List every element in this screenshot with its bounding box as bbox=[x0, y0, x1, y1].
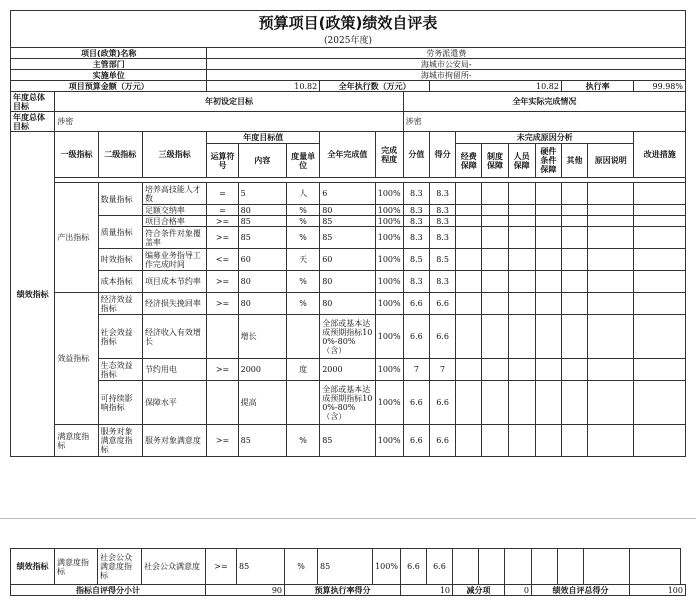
target-header: 年度目标值 bbox=[207, 132, 320, 144]
score-header: 分值 bbox=[403, 132, 429, 178]
got-cell-p2: 6.6 bbox=[427, 549, 453, 585]
reason-cell bbox=[456, 249, 482, 271]
improve-cell bbox=[634, 425, 686, 457]
content-cell: 2000 bbox=[238, 359, 286, 381]
done-cell: 85 bbox=[320, 227, 375, 249]
exec-score-value: 10 bbox=[401, 585, 453, 596]
reason-cell bbox=[535, 271, 561, 293]
score-cell: 8.3 bbox=[403, 271, 429, 293]
done-cell: 80 bbox=[320, 293, 375, 315]
reason-cell bbox=[561, 216, 587, 227]
improve-cell bbox=[630, 549, 681, 585]
reason-cell bbox=[561, 381, 587, 425]
degree-cell: 100% bbox=[375, 205, 403, 216]
reason-cell bbox=[535, 183, 561, 205]
lvl2-cell: 服务对象满意度指标 bbox=[98, 425, 142, 457]
got-cell: 8.3 bbox=[429, 271, 455, 293]
degree-header: 完成程度 bbox=[375, 132, 403, 178]
op-cell: >= bbox=[207, 425, 238, 457]
lvl1-cell: 产出指标 bbox=[55, 183, 98, 293]
improve-cell bbox=[634, 293, 686, 315]
table-row bbox=[11, 249, 686, 271]
improve-cell bbox=[634, 249, 686, 271]
reason-cell bbox=[482, 271, 508, 293]
degree-cell: 100% bbox=[375, 381, 403, 425]
got-cell: 8.3 bbox=[429, 183, 455, 205]
reason-cell bbox=[482, 315, 508, 359]
content-cell: 85 bbox=[238, 425, 286, 457]
reason-cell bbox=[561, 205, 587, 216]
reason-cell bbox=[456, 293, 482, 315]
reason-cell bbox=[508, 359, 535, 381]
score-cell: 8.3 bbox=[403, 205, 429, 216]
reason-cell bbox=[588, 315, 634, 359]
improve-cell bbox=[634, 205, 686, 216]
op-cell bbox=[207, 381, 238, 425]
unit-cell: 人 bbox=[286, 183, 319, 205]
improve-cell bbox=[634, 227, 686, 249]
improve-cell bbox=[634, 315, 686, 359]
table-row bbox=[11, 183, 686, 205]
content-cell: 80 bbox=[238, 293, 286, 315]
dept-value: 海城市公安局- bbox=[207, 59, 686, 70]
reason-fund-header: 经费保障 bbox=[456, 144, 482, 178]
total-label: 绩效自评总得分 bbox=[532, 585, 630, 596]
score-cell: 6.6 bbox=[403, 381, 429, 425]
lvl2-cell: 可持续影响指标 bbox=[98, 381, 142, 425]
content-cell: 提高 bbox=[238, 381, 286, 425]
initial-goal-value: 涉密 bbox=[55, 112, 403, 132]
unit-cell-p2: % bbox=[285, 549, 318, 585]
score-cell: 8.5 bbox=[403, 249, 429, 271]
got-cell: 6.6 bbox=[429, 293, 455, 315]
reason-staff-header: 人员保障 bbox=[508, 144, 535, 178]
reason-cell bbox=[535, 359, 561, 381]
reason-cell bbox=[588, 227, 634, 249]
got-cell: 8.5 bbox=[429, 249, 455, 271]
degree-cell: 100% bbox=[375, 227, 403, 249]
lvl3-cell: 项目合格率 bbox=[142, 216, 206, 227]
lvl2-cell: 数量指标 bbox=[98, 183, 142, 216]
reason-cell bbox=[561, 315, 587, 359]
op-cell: >= bbox=[207, 359, 238, 381]
rate-value: 99.98% bbox=[634, 81, 686, 92]
reason-cell bbox=[561, 183, 587, 205]
reason-cell bbox=[479, 549, 505, 585]
degree-cell: 100% bbox=[375, 359, 403, 381]
unit-cell: % bbox=[286, 205, 319, 216]
score-cell: 6.6 bbox=[403, 315, 429, 359]
reason-cell bbox=[456, 271, 482, 293]
unit-cell bbox=[286, 315, 319, 359]
reason-cell bbox=[535, 227, 561, 249]
reason-cell bbox=[558, 549, 584, 585]
score-cell: 7 bbox=[403, 359, 429, 381]
improve-header: 改进措施 bbox=[634, 132, 686, 178]
improve-cell bbox=[634, 216, 686, 227]
degree-cell: 100% bbox=[375, 425, 403, 457]
evaluation-table-page2 bbox=[10, 548, 686, 596]
table-row bbox=[11, 381, 686, 425]
content-cell-p2: 85 bbox=[237, 549, 285, 585]
reason-cell bbox=[482, 249, 508, 271]
exec-score-label: 预算执行率得分 bbox=[285, 585, 401, 596]
lvl3-cell: 编募业务指导工作完成时间 bbox=[142, 249, 206, 271]
exec-value: 10.82 bbox=[429, 81, 561, 92]
evaluation-sheet bbox=[10, 10, 686, 457]
reason-cell bbox=[561, 359, 587, 381]
content-cell: 80 bbox=[238, 271, 286, 293]
degree-cell: 100% bbox=[375, 249, 403, 271]
reason-cell bbox=[482, 381, 508, 425]
op-cell: = bbox=[207, 183, 238, 205]
reason-cell bbox=[508, 293, 535, 315]
reason-cell bbox=[561, 227, 587, 249]
reason-cell bbox=[532, 549, 558, 585]
done-cell: 全部或基本达成预期指标100%-80%（含） bbox=[320, 381, 375, 425]
unit-cell: % bbox=[286, 425, 319, 457]
degree-cell: 100% bbox=[375, 183, 403, 205]
rate-label: 执行率 bbox=[561, 81, 634, 92]
content-cell: 增长 bbox=[238, 315, 286, 359]
got-cell: 6.6 bbox=[429, 381, 455, 425]
score-cell: 6.6 bbox=[403, 425, 429, 457]
unit-cell: 度 bbox=[286, 359, 319, 381]
reason-cell bbox=[456, 425, 482, 457]
actual-goal-value: 涉密 bbox=[403, 112, 685, 132]
done-cell: 2000 bbox=[320, 359, 375, 381]
lvl3-cell: 经济损失挽回率 bbox=[142, 293, 206, 315]
reason-cell bbox=[508, 249, 535, 271]
lvl3-header: 三级指标 bbox=[142, 132, 206, 178]
done-cell: 6 bbox=[320, 183, 375, 205]
reason-cell bbox=[561, 293, 587, 315]
content-cell: 85 bbox=[238, 216, 286, 227]
reason-note-header: 原因说明 bbox=[588, 144, 634, 178]
lvl2-cell: 经济效益指标 bbox=[98, 293, 142, 315]
evaluation-table bbox=[10, 10, 686, 457]
reason-system-header: 制度保障 bbox=[482, 144, 508, 178]
reason-cell bbox=[588, 425, 634, 457]
reason-cell bbox=[482, 227, 508, 249]
lvl2-cell: 时效指标 bbox=[98, 249, 142, 271]
exec-label: 全年执行数（万元） bbox=[320, 81, 430, 92]
reason-cell bbox=[588, 271, 634, 293]
score-cell: 8.3 bbox=[403, 227, 429, 249]
lvl3-cell: 经济收入有效增长 bbox=[142, 315, 206, 359]
unit-value: 海城市拘留所- bbox=[207, 70, 686, 81]
lvl1-cell: 效益指标 bbox=[55, 293, 98, 425]
reason-cell bbox=[482, 216, 508, 227]
reason-cell bbox=[588, 249, 634, 271]
page-title: 预算项目(政策)绩效自评表 bbox=[11, 11, 686, 36]
unit-cell: % bbox=[286, 293, 319, 315]
lvl3-cell: 培养高技能人才数 bbox=[142, 183, 206, 205]
unit-header: 度量单位 bbox=[286, 144, 319, 178]
reason-cell bbox=[588, 359, 634, 381]
reason-header: 未完成原因分析 bbox=[456, 132, 634, 144]
done-cell: 85 bbox=[320, 425, 375, 457]
reason-cell bbox=[505, 549, 532, 585]
project-label: 项目(政策)名称 bbox=[11, 48, 207, 59]
reason-cell bbox=[482, 359, 508, 381]
op-cell bbox=[207, 315, 238, 359]
reason-cell bbox=[508, 227, 535, 249]
reason-cell bbox=[588, 216, 634, 227]
perf-indicator-label: 绩效指标 bbox=[11, 132, 55, 457]
done-cell: 60 bbox=[320, 249, 375, 271]
unit-cell: % bbox=[286, 227, 319, 249]
reason-cell bbox=[508, 183, 535, 205]
reason-hardware-header: 硬件条件保障 bbox=[535, 144, 561, 178]
improve-cell bbox=[634, 359, 686, 381]
score-cell-p2: 6.6 bbox=[401, 549, 427, 585]
reason-cell bbox=[561, 249, 587, 271]
reason-cell bbox=[508, 425, 535, 457]
reason-cell bbox=[456, 205, 482, 216]
degree-cell: 100% bbox=[375, 216, 403, 227]
score-cell: 8.3 bbox=[403, 183, 429, 205]
lvl3-cell: 服务对象满意度 bbox=[142, 425, 206, 457]
budget-label: 项目预算金额（万元） bbox=[11, 81, 207, 92]
unit-cell: 天 bbox=[286, 249, 319, 271]
minus-value: 0 bbox=[505, 585, 532, 596]
degree-cell: 100% bbox=[375, 293, 403, 315]
lvl1-cell-p2: 满意度指标 bbox=[55, 549, 98, 585]
table-row bbox=[11, 271, 686, 293]
lvl3-cell: 符合条件对象覆盖率 bbox=[142, 227, 206, 249]
actual-goal-header: 全年实际完成情况 bbox=[403, 92, 685, 112]
reason-cell bbox=[535, 216, 561, 227]
page-break-line bbox=[0, 518, 696, 519]
done-cell: 全部或基本达成预期指标100%-80%（含） bbox=[320, 315, 375, 359]
op-cell: = bbox=[207, 205, 238, 216]
lvl3-cell: 保障水平 bbox=[142, 381, 206, 425]
reason-cell bbox=[482, 183, 508, 205]
lvl3-cell: 节约用电 bbox=[142, 359, 206, 381]
degree-cell: 100% bbox=[375, 271, 403, 293]
improve-cell bbox=[634, 183, 686, 205]
done-header: 全年完成值 bbox=[320, 132, 375, 178]
got-header: 得分 bbox=[429, 132, 455, 178]
lvl2-cell: 成本指标 bbox=[98, 271, 142, 293]
score-cell: 8.3 bbox=[403, 216, 429, 227]
table-row bbox=[11, 216, 686, 227]
year-subtitle: (2025年度) bbox=[11, 35, 686, 48]
reason-cell bbox=[508, 205, 535, 216]
got-cell: 8.3 bbox=[429, 227, 455, 249]
lvl3-cell: 足额交纳率 bbox=[142, 205, 206, 216]
lvl1-cell: 满意度指标 bbox=[55, 425, 98, 457]
reason-cell bbox=[535, 249, 561, 271]
reason-cell bbox=[508, 216, 535, 227]
initial-goal-header: 年初设定目标 bbox=[55, 92, 403, 112]
done-cell: 85 bbox=[320, 216, 375, 227]
reason-cell bbox=[535, 293, 561, 315]
got-cell: 6.6 bbox=[429, 315, 455, 359]
op-cell: >= bbox=[207, 293, 238, 315]
reason-cell bbox=[456, 227, 482, 249]
done-cell: 80 bbox=[320, 271, 375, 293]
reason-cell bbox=[535, 205, 561, 216]
subtotal-value: 90 bbox=[206, 585, 285, 596]
minus-label: 减分项 bbox=[453, 585, 505, 596]
got-cell: 8.3 bbox=[429, 216, 455, 227]
table-row bbox=[11, 359, 686, 381]
lvl3-cell-p2: 社会公众满意度 bbox=[142, 549, 206, 585]
reason-cell bbox=[584, 549, 630, 585]
unit-cell bbox=[286, 381, 319, 425]
reason-cell bbox=[456, 359, 482, 381]
table-row bbox=[11, 293, 686, 315]
op-cell: >= bbox=[207, 271, 238, 293]
degree-cell: 100% bbox=[375, 315, 403, 359]
lvl1-header: 一级指标 bbox=[55, 132, 98, 178]
budget-value: 10.82 bbox=[207, 81, 320, 92]
reason-cell bbox=[535, 315, 561, 359]
score-cell: 6.6 bbox=[403, 293, 429, 315]
reason-cell bbox=[456, 183, 482, 205]
reason-cell bbox=[482, 425, 508, 457]
content-cell: 5 bbox=[238, 183, 286, 205]
content-cell: 80 bbox=[238, 205, 286, 216]
reason-cell bbox=[588, 205, 634, 216]
got-cell: 7 bbox=[429, 359, 455, 381]
reason-cell bbox=[508, 271, 535, 293]
degree-cell-p2: 100% bbox=[373, 549, 401, 585]
lvl2-cell: 质量指标 bbox=[98, 216, 142, 249]
improve-cell bbox=[634, 271, 686, 293]
reason-cell bbox=[535, 381, 561, 425]
reason-other-header: 其他 bbox=[561, 144, 587, 178]
lvl2-header: 二级指标 bbox=[98, 132, 142, 178]
op-header: 运算符号 bbox=[207, 144, 238, 178]
done-cell-p2: 85 bbox=[318, 549, 373, 585]
subtotal-label: 指标自评得分小计 bbox=[11, 585, 206, 596]
goal-label-2: 年度总体目标 bbox=[11, 112, 55, 132]
table-row bbox=[11, 425, 686, 457]
unit-label: 实施单位 bbox=[11, 70, 207, 81]
op-cell: >= bbox=[207, 227, 238, 249]
op-cell: <= bbox=[207, 249, 238, 271]
project-value: 劳务派遣费 bbox=[207, 48, 686, 59]
goal-label-1: 年度总体目标 bbox=[11, 92, 55, 112]
lvl2-cell-p2: 社会公众满意度指标 bbox=[98, 549, 142, 585]
dept-label: 主管部门 bbox=[11, 59, 207, 70]
content-header: 内容 bbox=[238, 144, 286, 178]
lvl2-cell: 社会效益指标 bbox=[98, 315, 142, 359]
reason-cell bbox=[456, 315, 482, 359]
reason-cell bbox=[588, 183, 634, 205]
improve-cell bbox=[634, 381, 686, 425]
reason-cell bbox=[482, 205, 508, 216]
lvl3-cell: 项目成本节约率 bbox=[142, 271, 206, 293]
reason-cell bbox=[456, 381, 482, 425]
reason-cell bbox=[535, 425, 561, 457]
reason-cell bbox=[561, 425, 587, 457]
unit-cell: % bbox=[286, 216, 319, 227]
reason-cell bbox=[456, 216, 482, 227]
got-cell: 6.6 bbox=[429, 425, 455, 457]
total-value: 100 bbox=[630, 585, 686, 596]
table-row bbox=[11, 315, 686, 359]
content-cell: 60 bbox=[238, 249, 286, 271]
reason-cell bbox=[588, 293, 634, 315]
perf-indicator-label-p2: 绩效指标 bbox=[11, 549, 55, 585]
unit-cell: % bbox=[286, 271, 319, 293]
content-cell: 85 bbox=[238, 227, 286, 249]
reason-cell bbox=[482, 293, 508, 315]
evaluation-sheet-page2 bbox=[10, 548, 686, 596]
lvl2-cell: 生态效益指标 bbox=[98, 359, 142, 381]
got-cell: 8.3 bbox=[429, 205, 455, 216]
op-cell-p2: >= bbox=[206, 549, 237, 585]
reason-cell bbox=[561, 271, 587, 293]
reason-cell bbox=[508, 381, 535, 425]
done-cell: 80 bbox=[320, 205, 375, 216]
reason-cell bbox=[508, 315, 535, 359]
reason-cell bbox=[453, 549, 479, 585]
reason-cell bbox=[588, 381, 634, 425]
op-cell: >= bbox=[207, 216, 238, 227]
